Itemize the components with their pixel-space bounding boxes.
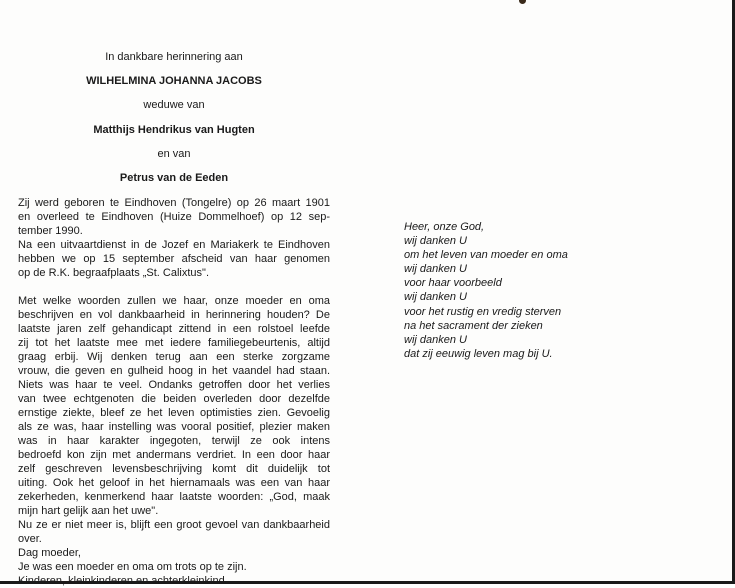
text-line: vrouw, die geven en gulheid hoog in het vaandel had staan.	[18, 365, 330, 377]
closing-paragraph	[18, 546, 330, 588]
text-line: Na een uitvaartdienst in de Jozef en Mariakerk te Eindhoven	[18, 239, 330, 251]
intro-line: In dankbare herinnering aan	[105, 51, 243, 63]
prayer-line: na het sacrament der zieken	[404, 319, 543, 332]
text-line: zelf geschreven levensbeschrijving komt dit duidelijk tot	[18, 463, 330, 475]
text-line: als ze was, haar instelling was vooral positief, plezier maken	[18, 421, 330, 433]
prayer-line: voor haar voorbeeld	[404, 277, 502, 290]
text-line: bedroefd kon zijn met andermans verdriet. In een door haar	[18, 449, 330, 461]
text-line: graag erbij. Wij denken terug aan een sterke zorgzame	[18, 351, 330, 363]
text-line: en overleed te Eindhoven (Huize Dommelhoef) op 12 sep-	[18, 211, 330, 223]
remembrance-paragraph	[18, 294, 330, 546]
text-line: over.	[18, 533, 42, 545]
prayer-line: om het leven van moeder en oma	[404, 249, 568, 262]
biography-text	[18, 196, 330, 588]
widow-of-line: weduwe van	[143, 99, 205, 111]
text-line: was in haar karakter ingegoten, terwijl ze ook intens	[18, 435, 330, 447]
text-line: laatste jaren zelf gehandicapt zittend in een rolstoel leefde	[18, 323, 330, 335]
prayer-line: wij danken U	[404, 291, 467, 304]
text-line: Niets was haar te veel. Ondanks getroffen door het verlies	[18, 379, 330, 391]
text-line: Dag moeder,	[18, 547, 81, 559]
text-line: mijn hart gelijk aan het uwe".	[18, 505, 159, 517]
prayer-line: dat zij eeuwig leven mag bij U.	[404, 347, 553, 360]
deceased-name: WILHELMINA JOHANNA JACOBS	[86, 75, 262, 87]
text-line: ernstige ziekte, bleef ze het leven optimisties zien. Gevoelig	[18, 407, 330, 419]
prayer-text	[404, 220, 624, 361]
text-line: zij tot het laatste mee met iedere familiegebeurtenis, altijd	[18, 337, 330, 349]
text-line: Kinderen, kleinkinderen en achterkleinkind.	[18, 575, 228, 587]
text-line: Met welke woorden zullen we haar, onze moeder en oma	[18, 295, 330, 307]
first-husband-name: Matthijs Hendrikus van Hugten	[93, 124, 255, 136]
ink-mark	[519, 0, 526, 4]
prayer-line: wij danken U	[404, 333, 467, 346]
text-line: op de R.K. begraafplaats „St. Calixtus".	[18, 267, 210, 279]
prayer-line: wij danken U	[404, 235, 467, 248]
text-line: tember 1990.	[18, 225, 83, 237]
prayer-line: wij danken U	[404, 263, 467, 276]
text-line: zekerheden, kenmerkend haar laatste woorden: „God, maak	[18, 491, 330, 503]
text-line: Zij werd geboren te Eindhoven (Tongelre) op 26 maart 1901	[18, 197, 330, 209]
birth-death-paragraph	[18, 196, 330, 280]
text-line: Je was een moeder en oma om trots op te zijn.	[18, 561, 247, 573]
prayer-line: voor het rustig en vredig sterven	[404, 305, 562, 318]
and-of-line: en van	[157, 148, 191, 160]
text-line: van twee echtgenoten die beiden overleden door dezelfde	[18, 393, 330, 405]
text-line: uiting. Ook het geloof in het hiernamaals was een van haar	[18, 477, 330, 489]
text-line: hebben we op 15 september afscheid van haar genomen	[18, 253, 330, 265]
text-line: beschrijven en vol dankbaarheid in herinnering houden? De	[18, 309, 330, 321]
text-line: Nu ze er niet meer is, blijft een groot gevoel van dankbaarheid	[18, 519, 330, 531]
second-husband-name: Petrus van de Eeden	[119, 172, 229, 184]
prayer-line: Heer, onze God,	[404, 221, 485, 233]
